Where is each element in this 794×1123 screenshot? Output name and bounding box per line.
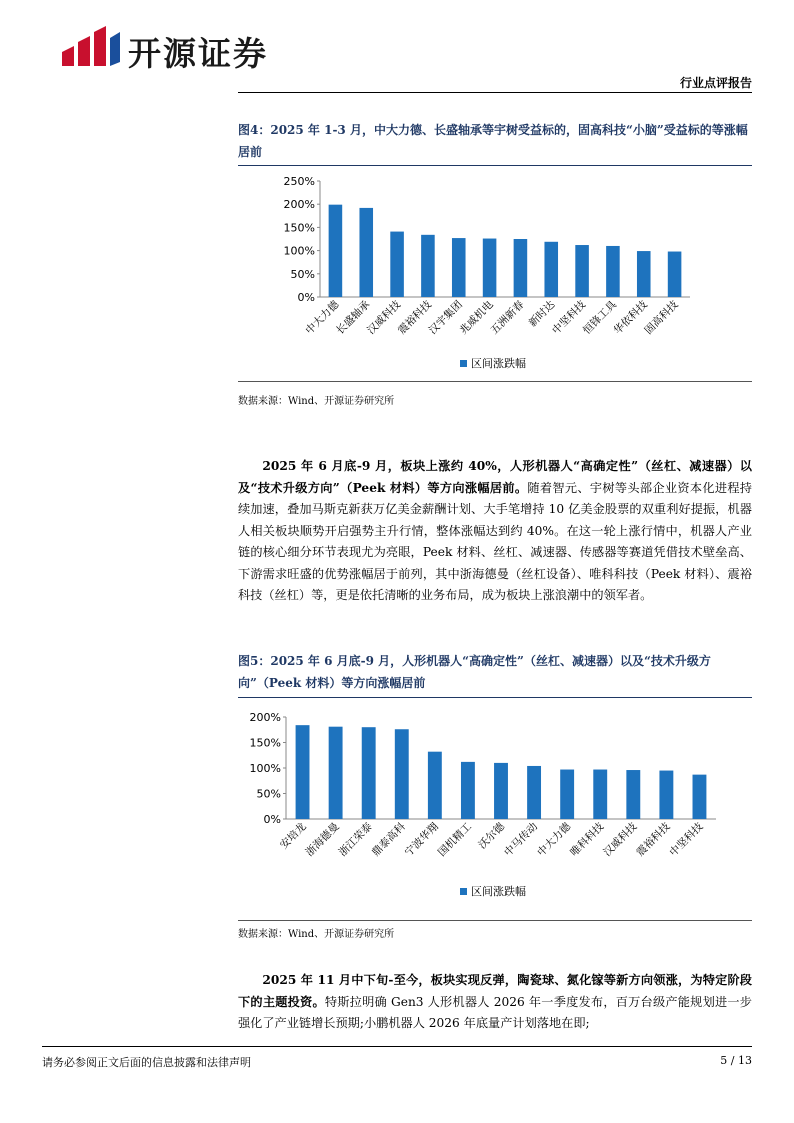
- bar: [575, 245, 589, 297]
- legend-swatch: [460, 360, 467, 367]
- paragraph-2-lead: 2025 年 11 月中下旬-至今，板块实现反弹，陶瓷球、氮化镓等新方向领涨，为特定阶段下的主题投资。: [238, 973, 752, 1009]
- y-tick-label: 250%: [283, 175, 315, 188]
- bar: [483, 239, 497, 297]
- y-tick-label: 200%: [283, 198, 315, 212]
- x-category-label: 浙海德曼: [303, 820, 342, 859]
- bar: [560, 770, 574, 819]
- bar: [593, 770, 607, 819]
- x-category-label: 中大力德: [535, 820, 574, 859]
- x-category-label: 宁波华翔: [402, 820, 441, 859]
- bar: [395, 729, 409, 819]
- y-tick-label: 0%: [263, 813, 281, 826]
- x-category-label: 中马传动: [502, 820, 541, 859]
- document-type-label: 行业点评报告: [679, 76, 752, 90]
- x-category-label: 震裕科技: [395, 298, 435, 337]
- paragraph-2: [238, 970, 752, 1035]
- x-category-label: 长盛轴承: [334, 298, 373, 337]
- y-tick-label: 100%: [249, 762, 281, 775]
- paragraph-1-body: 随着智元、宇树等头部企业资本化进程持续加速，叠加马斯克新获万亿美金薪酬计划、大手笔增持 10 亿美金股票的双重利好提振，机器人相关板块顺势开启强势主升行情，整体涨幅达到约 40%。在这一轮上涨行情中，机器人产业链的核心细分环节表现尤为亮眼，Peek 材料、丝杠、减速器、传感器等赛道凭借技术壁垒高、下游需求旺盛的优势涨幅居于前列，其中浙海德曼（丝杠设备）、唯科科技（Peek 材料）、震裕科技（丝杠）等，更是依托清晰的业务布局，成为板块上涨浪潮中的领军者。: [238, 480, 752, 602]
- x-category-label: 汉威科技: [601, 820, 640, 859]
- bar: [626, 770, 640, 819]
- x-category-label: 中坚科技: [667, 820, 706, 859]
- figure-5-top-rule: [238, 697, 752, 698]
- legend-swatch: [460, 888, 467, 895]
- paragraph-1: [238, 456, 752, 607]
- footer-divider: [42, 1046, 752, 1047]
- bar: [514, 239, 528, 297]
- figure-5-title: 图5：2025 年 6 月底-9 月，人形机器人“高确定性”（丝杠、减速器）以及“技术升级方向”（Peek 材料）等方向涨幅居前: [238, 654, 711, 690]
- paragraph-1-lead: 2025 年 6 月底-9 月，板块上涨约 40%，人形机器人“高确定性”（丝杠、减速器）以及“技术升级方向”（Peek 材料）等方向涨幅居前。: [238, 459, 752, 495]
- y-tick-label: 0%: [297, 291, 315, 304]
- x-category-label: 鼎泰高科: [369, 820, 408, 859]
- figure-4-chart: [238, 168, 752, 378]
- y-tick-label: 50%: [290, 267, 315, 281]
- x-category-label: 汉宇集团: [426, 298, 465, 337]
- y-tick-label: 100%: [283, 244, 315, 258]
- x-category-label: 恒锋工具: [580, 298, 620, 337]
- y-tick-label: 200%: [249, 711, 281, 724]
- x-category-label: 汉威科技: [365, 298, 404, 337]
- bar: [421, 235, 435, 297]
- legend-label: 区间涨跌幅: [471, 357, 526, 370]
- x-category-label: 唯科科技: [568, 820, 607, 859]
- x-category-label: 中大力德: [303, 298, 342, 337]
- y-tick-label: 150%: [249, 736, 281, 750]
- bar: [668, 252, 682, 297]
- figure-4-bottom-rule: [238, 381, 752, 382]
- bar: [637, 251, 651, 297]
- x-category-label: 中坚科技: [550, 298, 589, 337]
- y-tick-label: 50%: [256, 787, 281, 801]
- figure-4-title: 图4：2025 年 1-3 月，中大力德、长盛轴承等宇树受益标的，固高科技“小脑”受益标的等涨幅居前: [238, 123, 748, 159]
- bar: [329, 205, 343, 297]
- bar: [362, 727, 376, 819]
- bar: [606, 246, 620, 297]
- y-tick-label: 150%: [283, 221, 315, 235]
- figure-5-source: 数据来源：Wind、开源证券研究所: [238, 929, 395, 940]
- x-category-label: 新时达: [526, 298, 558, 330]
- x-category-label: 沃尔德: [476, 820, 508, 852]
- x-category-label: 华依科技: [611, 298, 650, 337]
- figure-5-bottom-rule: [238, 920, 752, 921]
- x-category-label: 安培龙: [277, 820, 309, 852]
- x-category-label: 国机精工: [435, 820, 475, 859]
- paragraph-2-body: 特斯拉明确 Gen3 人形机器人 2026 年一季度发布，百万台级产能规划进一步强化了产业链增长预期;小鹏机器人 2026 年底量产计划落地在即;: [238, 994, 752, 1030]
- bar: [527, 766, 541, 819]
- bar: [296, 725, 310, 819]
- bar: [494, 763, 508, 819]
- bar: [544, 242, 558, 297]
- footer-disclaimer: 请务必参阅正文后面的信息披露和法律声明: [42, 1056, 251, 1069]
- bar: [390, 232, 404, 297]
- page-number: 5 / 13: [720, 1054, 752, 1067]
- bar: [461, 762, 475, 819]
- legend-label: 区间涨跌幅: [471, 885, 526, 898]
- x-category-label: 五洲新春: [488, 298, 527, 337]
- figure-4-top-rule: [238, 165, 752, 166]
- header-divider: [238, 92, 752, 93]
- x-category-label: 固高科技: [642, 298, 681, 337]
- bar: [359, 208, 373, 297]
- bar: [452, 238, 466, 297]
- bar: [428, 752, 442, 819]
- bar: [659, 771, 673, 819]
- figure-4-source: 数据来源：Wind、开源证券研究所: [238, 396, 395, 407]
- x-category-label: 震裕科技: [634, 820, 673, 859]
- bar: [329, 727, 343, 819]
- x-category-label: 兆威机电: [457, 298, 496, 337]
- figure-5-chart: [238, 703, 752, 911]
- company-name: 开源证券: [128, 34, 268, 73]
- x-category-label: 浙江荣泰: [336, 820, 375, 859]
- bar: [693, 775, 707, 819]
